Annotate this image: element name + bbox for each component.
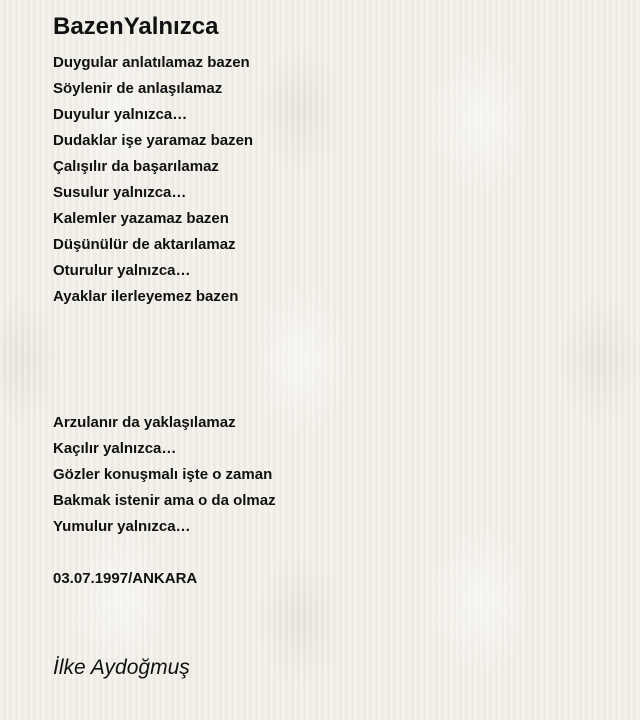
poem-line: Düşünülür de aktarılamaz [53, 236, 236, 253]
poem-line: Duygular anlatılamaz bazen [53, 54, 250, 71]
poem-line: Bakmak istenir ama o da olmaz [53, 492, 276, 509]
poem-container [53, 12, 613, 592]
stanza-2 [53, 410, 613, 540]
poem-line: Duyulur yalnızca… [53, 106, 188, 123]
poem-line: Çalışılır da başarılamaz [53, 158, 219, 175]
date-place: 03.07.1997/ANKARA [53, 570, 198, 587]
date-spacer [53, 540, 613, 566]
poem-line: Arzulanır da yaklaşılamaz [53, 414, 236, 431]
poem-line: Söylenir de anlaşılamaz [53, 80, 223, 97]
poem-line: Yumulur yalnızca… [53, 518, 191, 535]
poem-line: Susulur yalnızca… [53, 184, 187, 201]
poem-line: Oturulur yalnızca… [53, 262, 191, 279]
author-signature: İlke Aydoğmuş [53, 656, 190, 679]
stanza-1 [53, 50, 613, 310]
poem-line: Ayaklar ilerleyemez bazen [53, 288, 239, 305]
poem-line: Kaçılır yalnızca… [53, 440, 177, 457]
poem-line: Dudaklar işe yaramaz bazen [53, 132, 254, 149]
poem-line: Kalemler yazamaz bazen [53, 210, 229, 227]
stanza-spacer [53, 310, 613, 410]
poem-line: Gözler konuşmalı işte o zaman [53, 466, 273, 483]
poem-title: BazenYalnızca [53, 13, 219, 40]
